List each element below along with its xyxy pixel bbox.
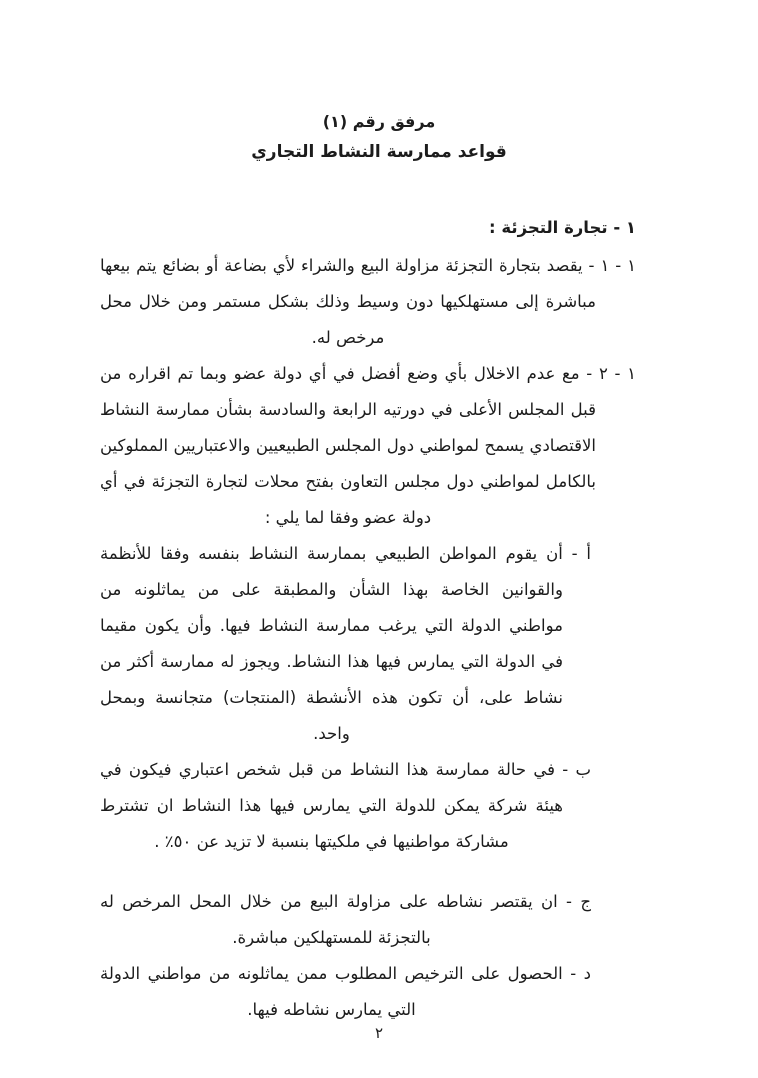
clause-1-1: ١ - ١ - يقصد بتجارة التجزئة مزاولة البيع والشراء لأي بضاعة أو بضائع يتم بيعها مباشرة إلى مستهلكيها دون وسيط وذلك بشكل مستمر ومن خلال محل مرخص له.	[100, 256, 636, 347]
section-heading-retail-trade: ١ - تجارة التجزئة :	[489, 218, 636, 237]
page-number: ٢	[374, 1024, 384, 1042]
sub-clause-dal: د - الحصول على الترخيص المطلوب ممن يماثلونه من مواطني الدولة التي يمارس نشاطه فيها.	[100, 964, 591, 1019]
document-title: قواعد ممارسة النشاط التجاري	[251, 142, 507, 162]
sub-clause-alef: أ - أن يقوم المواطن الطبيعي بممارسة النشاط بنفسه وفقا للأنظمة والقوانين الخاصة بهذا الشأن والمطبقة على من يماثلونه من مواطني الدولة التي يرغب ممارسة النشاط فيها. وأن يكون مقيما في الدولة التي يمارس فيها هذا النشاط. ويجوز له ممارسة أكثر من نشاط على، أن تكون هذه الأنشطة (المنتجات) متجانسة وبمحل واحد.	[100, 544, 591, 743]
sub-clause-ba: ب - في حالة ممارسة هذا النشاط من قبل شخص اعتباري فيكون في هيئة شركة يمكن للدولة التي يمارس فيها هذا النشاط ان تشترط مشاركة مواطنيها في ملكيتها بنسبة لا تزيد عن ٥٠٪ .	[100, 760, 591, 851]
clause-1-2: ١ - ٢ - مع عدم الاخلال بأي وضع أفضل في أي دولة عضو وبما تم اقراره من قبل المجلس الأعلى في دورتيه الرابعة والسادسة بشأن ممارسة النشاط الاقتصادي يسمح لمواطني دول المجلس الطبيعيين والاعتباريين المملوكين بالكامل لمواطني دول مجلس التعاون بفتح محلات لتجارة التجزئة في أي دولة عضو وفقا لما يلي :	[100, 364, 636, 527]
document-body	[100, 210, 636, 1028]
document-header	[0, 0, 758, 162]
annex-number: مرفق رقم (١)	[322, 112, 436, 131]
sub-clause-jeem: ج - ان يقتصر نشاطه على مزاولة البيع من خلال المحل المرخص له بالتجزئة للمستهلكين مباشرة.	[100, 892, 591, 947]
